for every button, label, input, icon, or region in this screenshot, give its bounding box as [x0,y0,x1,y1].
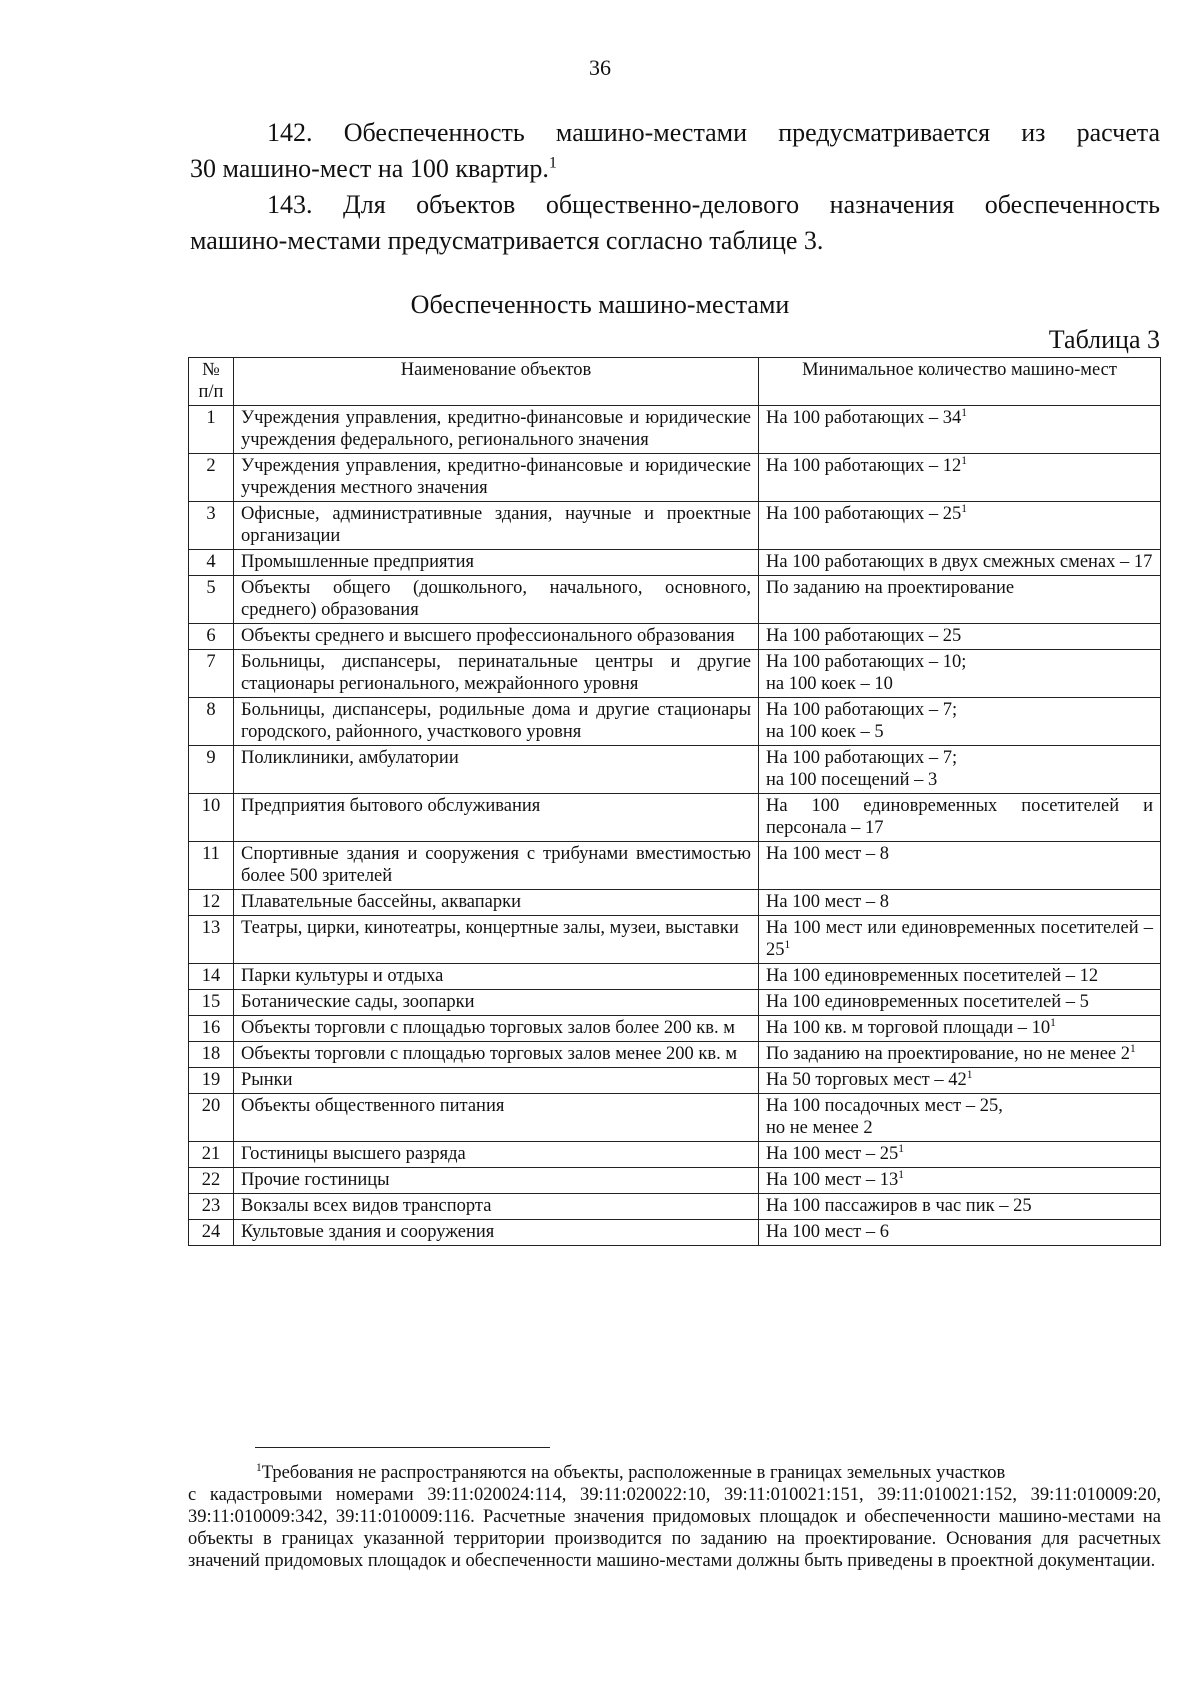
table-row [189,1068,1161,1094]
paragraph-143-line-1: 143. Для объектов общественно-делового назначения обеспеченность [267,190,1160,219]
table-row [189,624,1161,650]
footnote-mark: 1 [961,502,967,515]
table-row [189,454,1161,502]
table-row [189,916,1161,964]
minimum-spaces-value: По заданию на проектирование, но не менее 2 [766,1044,1131,1064]
table-row [189,1220,1161,1246]
minimum-spaces [759,406,1161,454]
minimum-spaces-value: На 100 мест – 6 [766,1222,889,1242]
minimum-spaces-value: На 100 мест или единовременных посетителей – 25 [766,918,1153,960]
row-number: 12 [189,890,234,916]
minimum-spaces [759,1042,1161,1068]
object-name: Объекты торговли с площадью торговых залов более 200 кв. м [234,1016,759,1042]
footnote-lead-text: Требования не распространяются на объекты, расположенные в границах земельных участков [261,1463,1006,1483]
table-row [189,890,1161,916]
header-number-symbol: № [202,360,220,380]
object-name: Спортивные здания и сооружения с трибунами вместимостью более 500 зрителей [234,842,759,890]
row-number: 7 [189,650,234,698]
minimum-spaces [759,746,1161,794]
row-number: 1 [189,406,234,454]
object-name: Промышленные предприятия [234,550,759,576]
parking-norms-table [188,357,1161,1246]
minimum-spaces [759,454,1161,502]
footnote-mark: 1 [548,154,557,172]
minimum-spaces-value: На 100 пассажиров в час пик – 25 [766,1196,1032,1216]
minimum-spaces-value: На 50 торговых мест – 42 [766,1070,967,1090]
row-number: 13 [189,916,234,964]
footnote-mark: 1 [784,938,791,951]
row-number: 2 [189,454,234,502]
object-name: Учреждения управления, кредитно-финансовые и юридические учреждения федерального, регионального значения [234,406,759,454]
footnote-mark: 1 [898,1142,904,1155]
row-number: 23 [189,1194,234,1220]
footnote-mark: 1 [961,406,967,419]
minimum-spaces-value: На 100 работающих в двух смежных сменах – 17 [766,552,1153,572]
footnote-mark: 1 [961,454,967,467]
footnote-mark: 1 [1050,1016,1056,1029]
object-name: Плавательные бассейны, аквапарки [234,890,759,916]
minimum-spaces [759,1220,1161,1246]
object-name: Больницы, диспансеры, родильные дома и другие стационары городского, районного, участкового уровня [234,698,759,746]
paragraph-143-line-2: машино-местами предусматривается согласно таблице 3. [190,226,824,255]
minimum-spaces-value: На 100 работающих – 7; на 100 посещений – 3 [766,748,958,790]
minimum-spaces [759,650,1161,698]
object-name: Учреждения управления, кредитно-финансовые и юридические учреждения местного значения [234,454,759,502]
table-row [189,576,1161,624]
minimum-spaces [759,1168,1161,1194]
minimum-spaces [759,794,1161,842]
page-number: 36 [589,55,611,80]
table-row [189,1194,1161,1220]
minimum-spaces-value: На 100 мест – 8 [766,892,889,912]
minimum-spaces [759,842,1161,890]
table-row [189,842,1161,890]
row-number: 14 [189,964,234,990]
object-name: Объекты общего (дошкольного, начального, основного, среднего) образования [234,576,759,624]
minimum-spaces-value: На 100 работающих – 7; на 100 коек – 5 [766,700,958,742]
object-name: Парки культуры и отдыха [234,964,759,990]
footnote-mark: 1 [966,1068,973,1081]
object-name: Вокзалы всех видов транспорта [234,1194,759,1220]
row-number: 15 [189,990,234,1016]
object-name: Рынки [234,1068,759,1094]
table-row [189,990,1161,1016]
object-name: Прочие гостиницы [234,1168,759,1194]
minimum-spaces [759,1194,1161,1220]
minimum-spaces [759,502,1161,550]
minimum-spaces-value: На 100 кв. м торговой площади – 10 [766,1018,1051,1038]
minimum-spaces-value: На 100 единовременных посетителей – 12 [766,966,1099,986]
object-name: Объекты торговли с площадью торговых залов менее 200 кв. м [234,1042,759,1068]
paragraph-142-line-1: 142. Обеспеченность машино-местами предусматривается из расчета [267,118,1160,147]
table-row [189,1142,1161,1168]
minimum-spaces [759,1094,1161,1142]
minimum-spaces [759,1142,1161,1168]
table-row [189,650,1161,698]
minimum-spaces [759,1016,1161,1042]
footnote-mark: 1 [898,1168,904,1181]
minimum-spaces-value: На 100 работающих – 34 [766,408,962,428]
minimum-spaces-value: На 100 мест – 8 [766,844,889,864]
object-name: Объекты общественного питания [234,1094,759,1142]
object-name: Поликлиники, амбулатории [234,746,759,794]
row-number: 3 [189,502,234,550]
row-number: 5 [189,576,234,624]
table-row [189,1042,1161,1068]
table-header-row [189,358,1161,406]
table-row [189,794,1161,842]
table-row [189,406,1161,454]
minimum-spaces-value: На 100 работающих – 12 [766,456,962,476]
minimum-spaces-value: На 100 мест – 13 [766,1170,899,1190]
table-heading: Обеспеченность машино-местами [410,290,790,319]
row-number: 18 [189,1042,234,1068]
row-number: 4 [189,550,234,576]
minimum-spaces-value: На 100 единовременных посетителей и персонала – 17 [766,796,1153,838]
header-number [189,358,234,406]
footnote-mark: 1 [1130,1042,1136,1055]
row-number: 10 [189,794,234,842]
minimum-spaces [759,624,1161,650]
object-name: Культовые здания и сооружения [234,1220,759,1246]
row-number: 20 [189,1094,234,1142]
row-number: 11 [189,842,234,890]
minimum-spaces-value: На 100 работающих – 25 [766,504,962,524]
table-row [189,1016,1161,1042]
table-row [189,746,1161,794]
minimum-spaces-value: На 100 посадочных мест – 25, но не менее 2 [766,1096,1003,1138]
minimum-spaces [759,550,1161,576]
minimum-spaces-value: На 100 единовременных посетителей – 5 [766,992,1089,1012]
minimum-spaces [759,698,1161,746]
row-number: 9 [189,746,234,794]
minimum-spaces [759,964,1161,990]
object-name: Гостиницы высшего разряда [234,1142,759,1168]
row-number: 22 [189,1168,234,1194]
object-name: Театры, цирки, кинотеатры, концертные залы, музеи, выставки [234,916,759,964]
table-row [189,964,1161,990]
object-name: Больницы, диспансеры, перинатальные центры и другие стационары регионального, межрайонного уровня [234,650,759,698]
row-number: 24 [189,1220,234,1246]
paragraph-142-text: 30 машино-мест на 100 квартир. [190,154,549,183]
object-name: Ботанические сады, зоопарки [234,990,759,1016]
object-name: Офисные, административные здания, научные и проектные организации [234,502,759,550]
footnote-divider [255,1447,550,1448]
minimum-spaces-value: По заданию на проектирование [766,578,1015,598]
minimum-spaces-value: На 100 работающих – 25 [766,626,962,646]
row-number: 16 [189,1016,234,1042]
table-row [189,1168,1161,1194]
minimum-spaces [759,1068,1161,1094]
row-number: 6 [189,624,234,650]
paragraph-142-line-2 [190,151,1160,187]
header-minimum-spaces: Минимальное количество машино-мест [759,358,1161,406]
table-row [189,550,1161,576]
minimum-spaces [759,576,1161,624]
row-number: 21 [189,1142,234,1168]
minimum-spaces [759,890,1161,916]
header-number-abbr: п/п [198,382,224,402]
object-name: Объекты среднего и высшего профессионального образования [234,624,759,650]
table-row [189,698,1161,746]
minimum-spaces-value: На 100 работающих – 10; на 100 коек – 10 [766,652,967,694]
table-row [189,502,1161,550]
table-row [189,1094,1161,1142]
table-label: Таблица 3 [1048,325,1160,354]
minimum-spaces-value: На 100 мест – 25 [766,1144,899,1164]
object-name: Предприятия бытового обслуживания [234,794,759,842]
footnote-marker: 1 [256,1461,262,1474]
row-number: 19 [189,1068,234,1094]
footnote [188,1462,1161,1572]
minimum-spaces [759,916,1161,964]
footnote-body: с кадастровыми номерами 39:11:020024:114, 39:11:020022:10, 39:11:010021:151, 39:11:010021:152, 39:11:010009:20, 39:11:010009:342, 39:11:010009:116. Расчетные значения придомовых площадок и обеспеченности машино-местами на объекты в границах указанной территории производится по заданию на проектирование. Основания для расчетных значений придомовых площадок и обеспеченности машино-местами должны быть приведены в проектной документации. [188,1485,1161,1571]
row-number: 8 [189,698,234,746]
minimum-spaces [759,990,1161,1016]
header-object-name: Наименование объектов [234,358,759,406]
footnote-lead [188,1462,1161,1484]
